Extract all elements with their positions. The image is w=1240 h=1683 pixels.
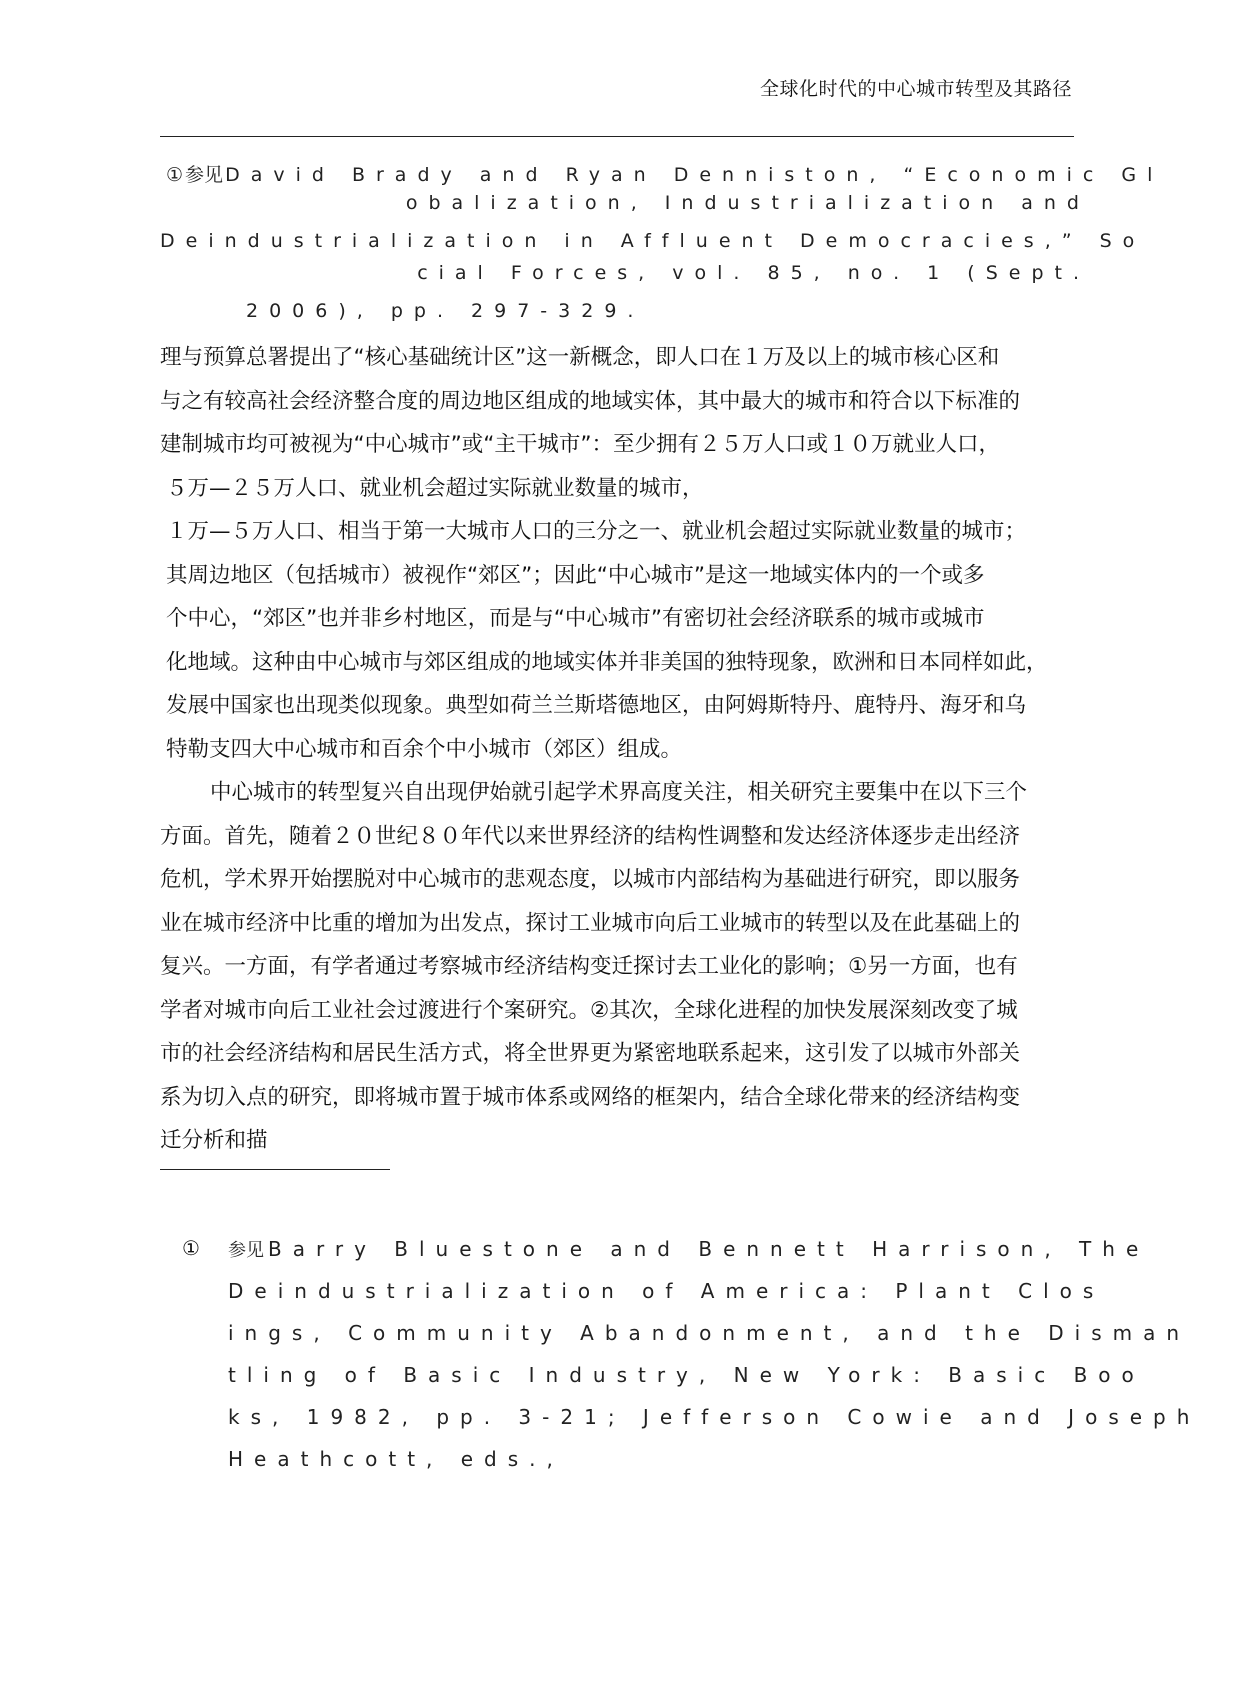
body-text <box>160 336 1100 1163</box>
footnote-marker: ① <box>182 1236 200 1260</box>
body-line: 化地域。这种由中心城市与郊区组成的地域实体并非美国的独特现象，欧洲和日本同样如此， <box>166 649 1048 675</box>
footnote-marker: ① <box>166 164 184 186</box>
body-line: 市的社会经济结构和居民生活方式，将全世界更为紧密地联系起来，这引发了以城市外部关 <box>160 1041 1021 1066</box>
body-line: 发展中国家也出现类似现象。典型如荷兰兰斯塔德地区，由阿姆斯特丹、鹿特丹、海牙和乌 <box>166 693 1027 718</box>
body-line: 与之有较高社会经济整合度的周边地区组成的地域实体，其中最大的城市和符合以下标准的 <box>160 388 1021 414</box>
body-line: 方面。首先，随着２０世纪８０年代以来世界经济的结构性调整和发达经济体逐步走出经济 <box>160 823 1021 849</box>
top-footnote-line-4: cial Forces, vol. 85, no. 1 (Sept. <box>417 262 1090 284</box>
top-footnote-line-2: obalization, Industrialization and <box>405 192 1090 214</box>
header-rule <box>160 136 1074 137</box>
top-footnote-line-1 <box>166 160 1163 187</box>
footnote-prefix: 参见 <box>185 164 224 186</box>
body-line: 建制城市均可被视为“中心城市”或“主干城市”：至少拥有２５万人口或１０万就业人口， <box>160 432 1001 457</box>
paragraph-first-line: 中心城市的转型复兴自出现伊始就引起学术界高度关注，相关研究主要集中在以下三个 <box>210 780 1028 805</box>
footnote-prefix: 参见 <box>228 1240 264 1261</box>
top-footnote-line-3: Deindustrialization in Affluent Democracies,” So <box>160 230 1146 252</box>
bottom-footnote-line-5: ks, 1982, pp. 3-21; Jefferson Cowie and Joseph <box>228 1405 1201 1429</box>
bottom-footnote-lines <box>228 1236 1201 1488</box>
body-line: １万—５万人口、相当于第一大城市人口的三分之一、就业机会超过实际就业数量的城市； <box>166 519 1027 544</box>
bottom-footnote-line-4: tling of Basic Industry, New York: Basic Boo <box>228 1363 1145 1387</box>
body-line: 复兴。一方面，有学者通过考察城市经济结构变迁探讨去工业化的影响；①另一方面，也有 <box>160 954 1018 979</box>
bottom-footnote-line-6: Heathcott, eds., <box>228 1447 564 1471</box>
footnote-text: Barry Bluestone and Bennett Harrison, The <box>268 1237 1150 1261</box>
body-line: 理与预算总署提出了“核心基础统计区”这一新概念，即人口在１万及以上的城市核心区和 <box>160 345 1000 370</box>
body-line: 业在城市经济中比重的增加为出发点，探讨工业城市向后工业城市的转型以及在此基础上的 <box>160 910 1021 936</box>
bottom-footnote-line-1 <box>228 1236 1150 1278</box>
body-line: 迁分析和描 <box>160 1128 268 1153</box>
top-footnote-line-5: 2006), pp. 297-329. <box>246 300 645 322</box>
running-header-title: 全球化时代的中心城市转型及其路径 <box>759 78 1072 100</box>
body-line: 学者对城市向后工业社会过渡进行个案研究。②其次，全球化进程的加快发展深刻改变了城 <box>160 997 1018 1023</box>
body-line: ５万—２５万人口、就业机会超过实际就业数量的城市， <box>166 475 704 501</box>
footnote-separator <box>160 1169 390 1170</box>
body-line: 个中心，“郊区”也并非乡村地区，而是与“中心城市”有密切社会经济联系的城市或城市 <box>166 606 985 631</box>
bottom-footnote-line-2: Deindustrialization of America: Plant Clos <box>228 1279 1105 1303</box>
body-line: 系为切入点的研究，即将城市置于城市体系或网络的框架内，结合全球化带来的经济结构变 <box>160 1084 1021 1110</box>
body-line: 特勒支四大中心城市和百余个中小城市（郊区）组成。 <box>166 736 683 762</box>
footnote-text: David Brady and Ryan Denniston, “Economic Gl <box>225 164 1164 186</box>
body-line: 其周边地区（包括城市）被视作“郊区”；因此“中心城市”是这一地域实体内的一个或多 <box>166 562 985 588</box>
bottom-footnote-line-3: ings, Community Abandonment, and the Disman <box>228 1321 1191 1345</box>
body-line: 危机，学术界开始摆脱对中心城市的悲观态度，以城市内部结构为基础进行研究，即以服务 <box>160 867 1021 892</box>
